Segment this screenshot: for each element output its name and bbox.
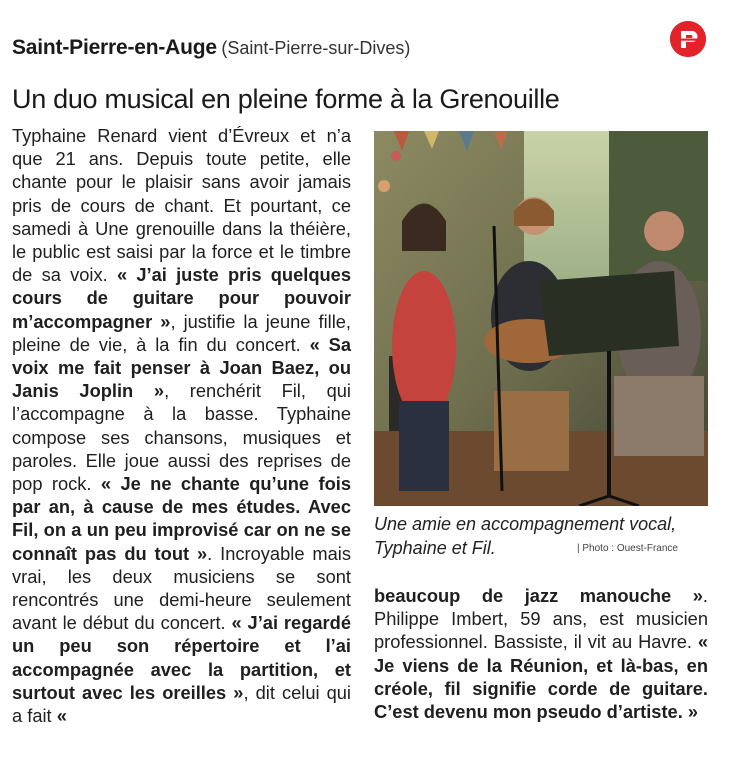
photo-caption: Une amie en accompagnement vocal, Typhaine et Fil. <box>374 514 677 558</box>
body-text: , justifie la jeune fille, pleine de vie, à la fin du concert. <box>12 310 352 355</box>
quote: « Je ne chante qu’une fois par an, à cause de mes études. Avec Fil, on a un peu improvisé car on ne se connaît pas du tout » <box>12 473 351 564</box>
article-body-right <box>374 584 708 723</box>
body-text: , renchérit Fil, qui l’accompagne à la basse. Typhaine compose ses chansons, musiques et paroles. Elle joue aussi des reprises de pop rock. <box>12 380 351 495</box>
body-text: Typhaine Renard vient d’Évreux et n’a que 21 ans. Depuis toute petite, elle chante pour le plaisir sans avoir jamais pris de cours de chant. Et pourtant, ce samedi à Une grenouille dans la théière, le public est saisi par la force et le timbre de sa voix. <box>12 125 351 286</box>
town-name: Saint-Pierre-en-Auge <box>12 36 217 59</box>
body-text: . Philippe Imbert, 59 ans, est musicien professionnel. Bassiste, il vit au Havre. <box>374 585 708 653</box>
section-header <box>12 36 410 60</box>
article-body-left <box>12 124 351 727</box>
quote: « J’ai juste pris quelques cours de guitare pour pouvoir m’accompagner » <box>12 264 352 332</box>
body-text: , dit celui qui a fait <box>12 681 351 727</box>
quote: « Je viens de la Réunion, et là-bas, en créole, fil signifie corde de guitare. C’est devenu mon pseudo d’artiste. » <box>374 631 708 723</box>
quote: « J’ai regardé un peu son répertoire et l’ai accompagnée avec la partition, et surtout avec les oreilles » <box>12 612 351 703</box>
ouest-france-logo-icon <box>670 21 706 57</box>
quote: « Sa voix me fait penser à Joan Baez, ou Janis Joplin » <box>12 333 351 402</box>
quote: « <box>56 705 67 727</box>
article-headline: Un duo musical en pleine forme à la Grenouille <box>12 84 560 114</box>
quote: beaucoup de jazz manouche » <box>374 585 703 606</box>
photo-credit: | Photo : Ouest-France <box>577 543 678 554</box>
subtown-name: (Saint-Pierre-sur-Dives) <box>221 38 411 58</box>
body-text: . Incroyable mais vrai, les deux musiciens se sont rencontrés une demi-heure seulement avant le début du concert. <box>12 542 351 634</box>
article-photo <box>374 131 708 506</box>
